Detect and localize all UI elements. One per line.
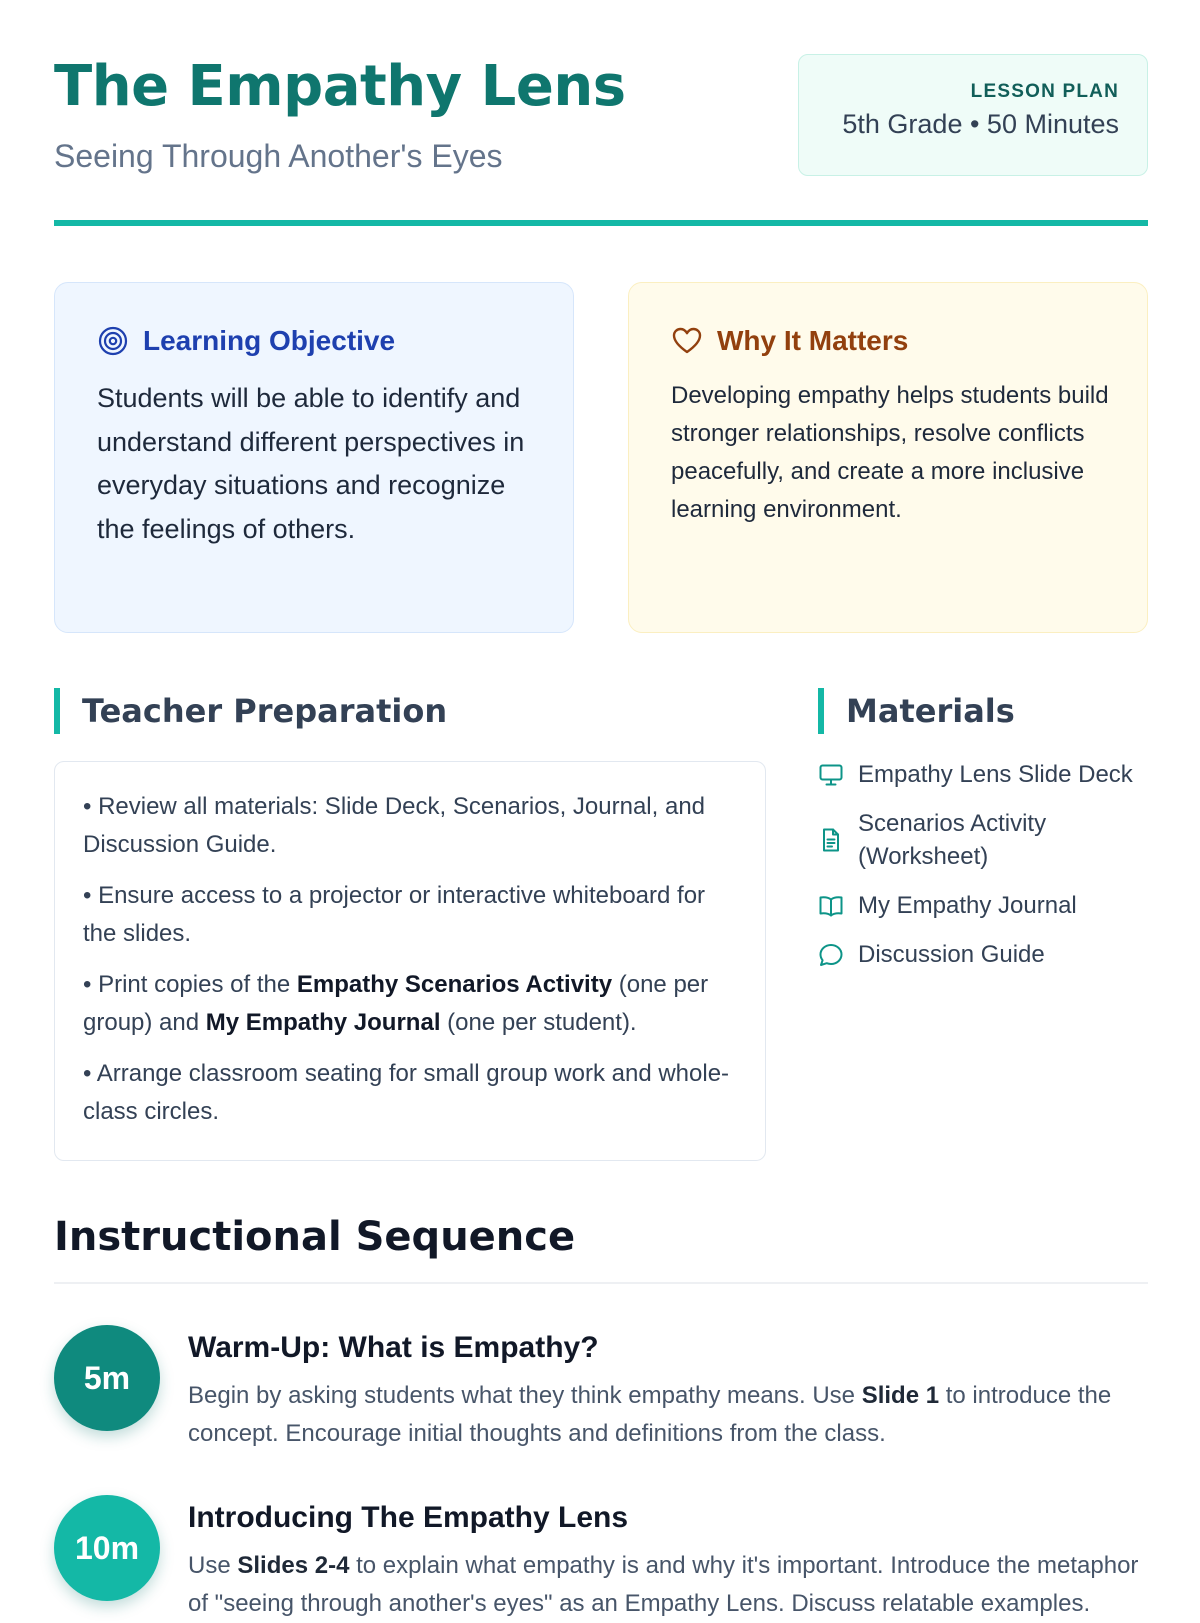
why-it-matters-text: Developing empathy helps students build stronger relationships, resolve conflicts peacefully, and create a more inclusive learning environment. (671, 382, 1109, 523)
heading-accent-bar (818, 688, 824, 734)
material-label: My Empathy Journal (858, 892, 1077, 919)
duration-badge: 5m (54, 1325, 160, 1431)
materials-title: Materials (846, 692, 1015, 730)
teacher-preparation-heading (54, 688, 447, 734)
prep-item-access: • Ensure access to a projector or interactive whiteboard for the slides. (83, 882, 706, 947)
teacher-preparation-list (54, 761, 766, 1161)
journal-emphasis: My Empathy Journal (205, 1008, 441, 1036)
step-description: Begin by asking students what they think empathy means. Use Slide 1 to introduce the concept. Encourage initial thoughts and definitions from the class. (188, 1382, 1112, 1447)
header (54, 50, 1148, 180)
step-title: Warm-Up: What is Empathy? (188, 1331, 599, 1364)
target-icon (97, 325, 129, 357)
sequence-divider (54, 1282, 1148, 1284)
slide-reference: Slide 1 (861, 1382, 940, 1409)
material-label: Empathy Lens Slide Deck (858, 761, 1133, 788)
materials-list (818, 758, 1148, 987)
badge-meta: 5th Grade • 50 Minutes (842, 109, 1119, 139)
lesson-plan-badge (798, 54, 1148, 176)
why-it-matters-title: Why It Matters (717, 325, 909, 356)
materials-heading (818, 688, 1015, 734)
material-item-discussion-guide (818, 938, 1148, 971)
document-icon (818, 827, 844, 853)
material-item-slide-deck (818, 758, 1148, 791)
header-divider (54, 220, 1148, 226)
instructional-sequence-title: Instructional Sequence (54, 1214, 576, 1260)
duration-badge: 10m (54, 1495, 160, 1601)
material-item-scenarios (818, 807, 1148, 873)
heading-accent-bar (54, 688, 60, 734)
page-title: The Empathy Lens (54, 54, 626, 119)
material-item-journal (818, 889, 1148, 922)
learning-objective-text: Students will be able to identify and understand different perspectives in everyday situations and recognize the feelings of others. (97, 383, 525, 544)
learning-objective-title: Learning Objective (143, 325, 396, 356)
book-open-icon (818, 893, 844, 919)
slide-reference: Slides 2-4 (237, 1552, 350, 1579)
heart-icon (671, 325, 703, 357)
prep-item-arrange: • Arrange classroom seating for small group work and whole-class circles. (83, 1060, 730, 1125)
prep-item-print: • Print copies of the Empathy Scenarios Activity (one per group) and My Empathy Journal (one per student). (83, 971, 709, 1036)
monitor-icon (818, 762, 844, 788)
teacher-preparation-title: Teacher Preparation (82, 692, 448, 730)
step-description: Use Slides 2-4 to explain what empathy is and why it's important. Introduce the metaphor of "seeing through another's eyes" as an Empathy Lens. Discuss relatable examples. (188, 1552, 1139, 1617)
step-title: Introducing The Empathy Lens (188, 1501, 629, 1534)
page-subtitle: Seeing Through Another's Eyes (54, 138, 503, 174)
learning-objective-card (54, 282, 574, 633)
scenarios-activity-emphasis: Empathy Scenarios Activity (296, 971, 613, 998)
why-it-matters-card (628, 282, 1148, 633)
chat-bubble-icon (818, 942, 844, 968)
material-label: Discussion Guide (858, 941, 1045, 968)
badge-label: LESSON PLAN (970, 81, 1119, 102)
material-label: Scenarios Activity (Worksheet) (858, 810, 1047, 870)
prep-item-review: • Review all materials: Slide Deck, Scenarios, Journal, and Discussion Guide. (83, 793, 706, 858)
